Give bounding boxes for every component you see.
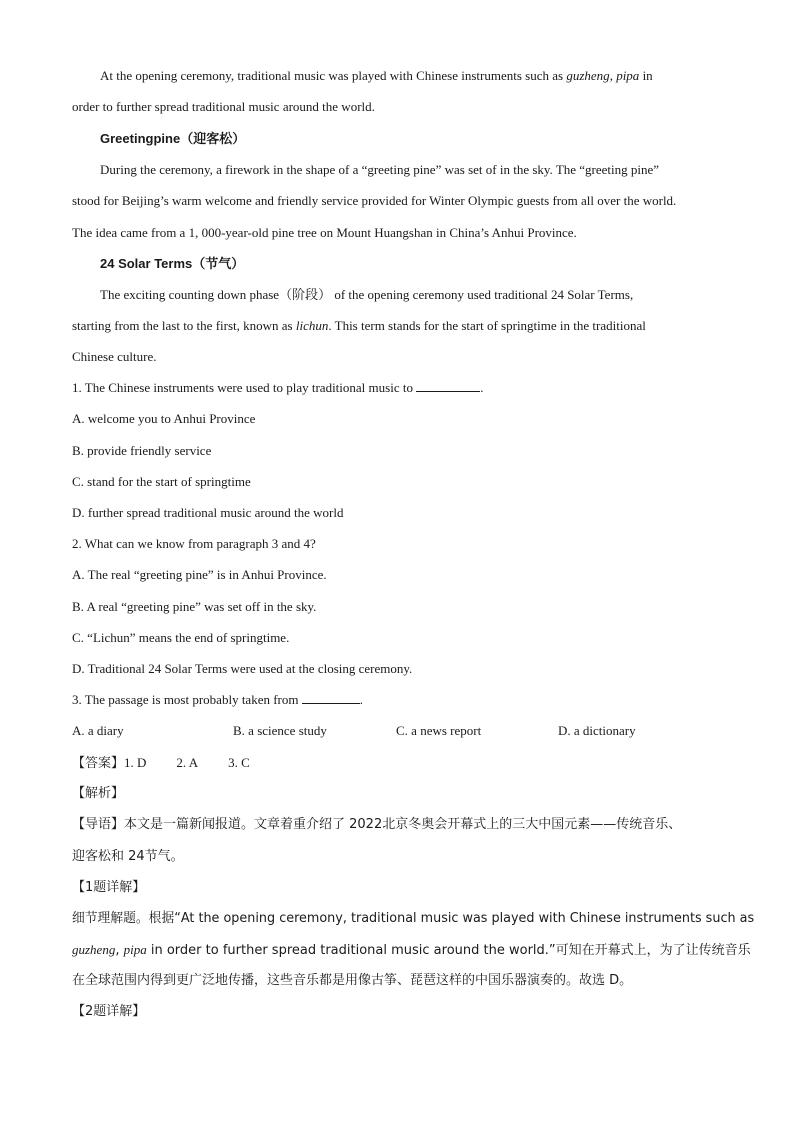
detail1-line2: guzheng, pipa in order to further spread traditional music around the world.”可知在开幕式上，为了让传统音乐 bbox=[72, 942, 751, 958]
detail1-line1: 细节理解题。根据“At the opening ceremony, traditional music was played with Chinese instruments such as bbox=[72, 911, 755, 926]
para2-line3: The idea came from a 1, 000-year-old pine tree on Mount Huangshan in China’s Anhui Province. bbox=[72, 225, 577, 240]
guide-line2: 迎客松和 24节气。 bbox=[72, 849, 184, 864]
question-2-option-c: C. “Lichun” means the end of springtime. bbox=[72, 630, 290, 645]
question-3-option-b: B. a science study bbox=[233, 723, 327, 738]
detail2-label: 【2题详解】 bbox=[72, 1004, 146, 1019]
question-3-option-d: D. a dictionary bbox=[558, 723, 636, 738]
question-1-option-d: D. further spread traditional music around the world bbox=[72, 505, 344, 520]
para2-line1: During the ceremony, a firework in the shape of a “greeting pine” was set of in the sky. The “greeting pine” bbox=[100, 162, 660, 177]
analysis-label: 【解析】 bbox=[72, 786, 125, 801]
question-2-option-a: A. The real “greeting pine” is in Anhui Province. bbox=[72, 567, 327, 582]
para3-line1: The exciting counting down phase（阶段） of the opening ceremony used traditional 24 Solar Terms, bbox=[100, 287, 634, 303]
section-heading-terms: 24 Solar Terms（节气） bbox=[100, 256, 245, 272]
detail1-line3: 在全球范围内得到更广泛地传播，这些音乐都是用像古筝、琵琶这样的中国乐器演奏的。故选 D。 bbox=[72, 973, 633, 988]
question-1-stem: 1. The Chinese instruments were used to play traditional music to . bbox=[72, 380, 484, 395]
question-1-option-b: B. provide friendly service bbox=[72, 443, 212, 458]
question-3-option-a: A. a diary bbox=[72, 723, 124, 738]
question-2-option-d: D. Traditional 24 Solar Terms were used at the closing ceremony. bbox=[72, 661, 413, 676]
answer-blank bbox=[416, 379, 480, 392]
question-2-stem: 2. What can we know from paragraph 3 and 4? bbox=[72, 536, 316, 551]
question-3-stem: 3. The passage is most probably taken from . bbox=[72, 692, 363, 707]
para1-line1: At the opening ceremony, traditional music was played with Chinese instruments such as guzheng, pipa in bbox=[100, 68, 653, 83]
question-1-option-a: A. welcome you to Anhui Province bbox=[72, 411, 256, 426]
question-2-option-b: B. A real “greeting pine” was set off in the sky. bbox=[72, 599, 317, 614]
para1-line2: order to further spread traditional music around the world. bbox=[72, 99, 375, 114]
para3-line3: Chinese culture. bbox=[72, 349, 157, 364]
para2-line2: stood for Beijing’s warm welcome and friendly service provided for Winter Olympic guests from all over the world. bbox=[72, 193, 677, 208]
section-heading-pine: Greetingpine（迎客松） bbox=[100, 131, 246, 147]
detail1-label: 【1题详解】 bbox=[72, 880, 146, 895]
answer-line: 【答案】1. D 2. A 3. C bbox=[72, 755, 250, 771]
question-1-option-c: C. stand for the start of springtime bbox=[72, 474, 251, 489]
guide-line1: 【导语】本文是一篇新闻报道。文章着重介绍了 2022北京冬奥会开幕式上的三大中国元素——传统音乐、 bbox=[72, 817, 682, 832]
answer-blank bbox=[302, 691, 360, 704]
question-3-option-c: C. a news report bbox=[396, 723, 482, 738]
para3-line2: starting from the last to the first, known as lichun. This term stands for the start of springtime in the traditional bbox=[72, 318, 646, 333]
